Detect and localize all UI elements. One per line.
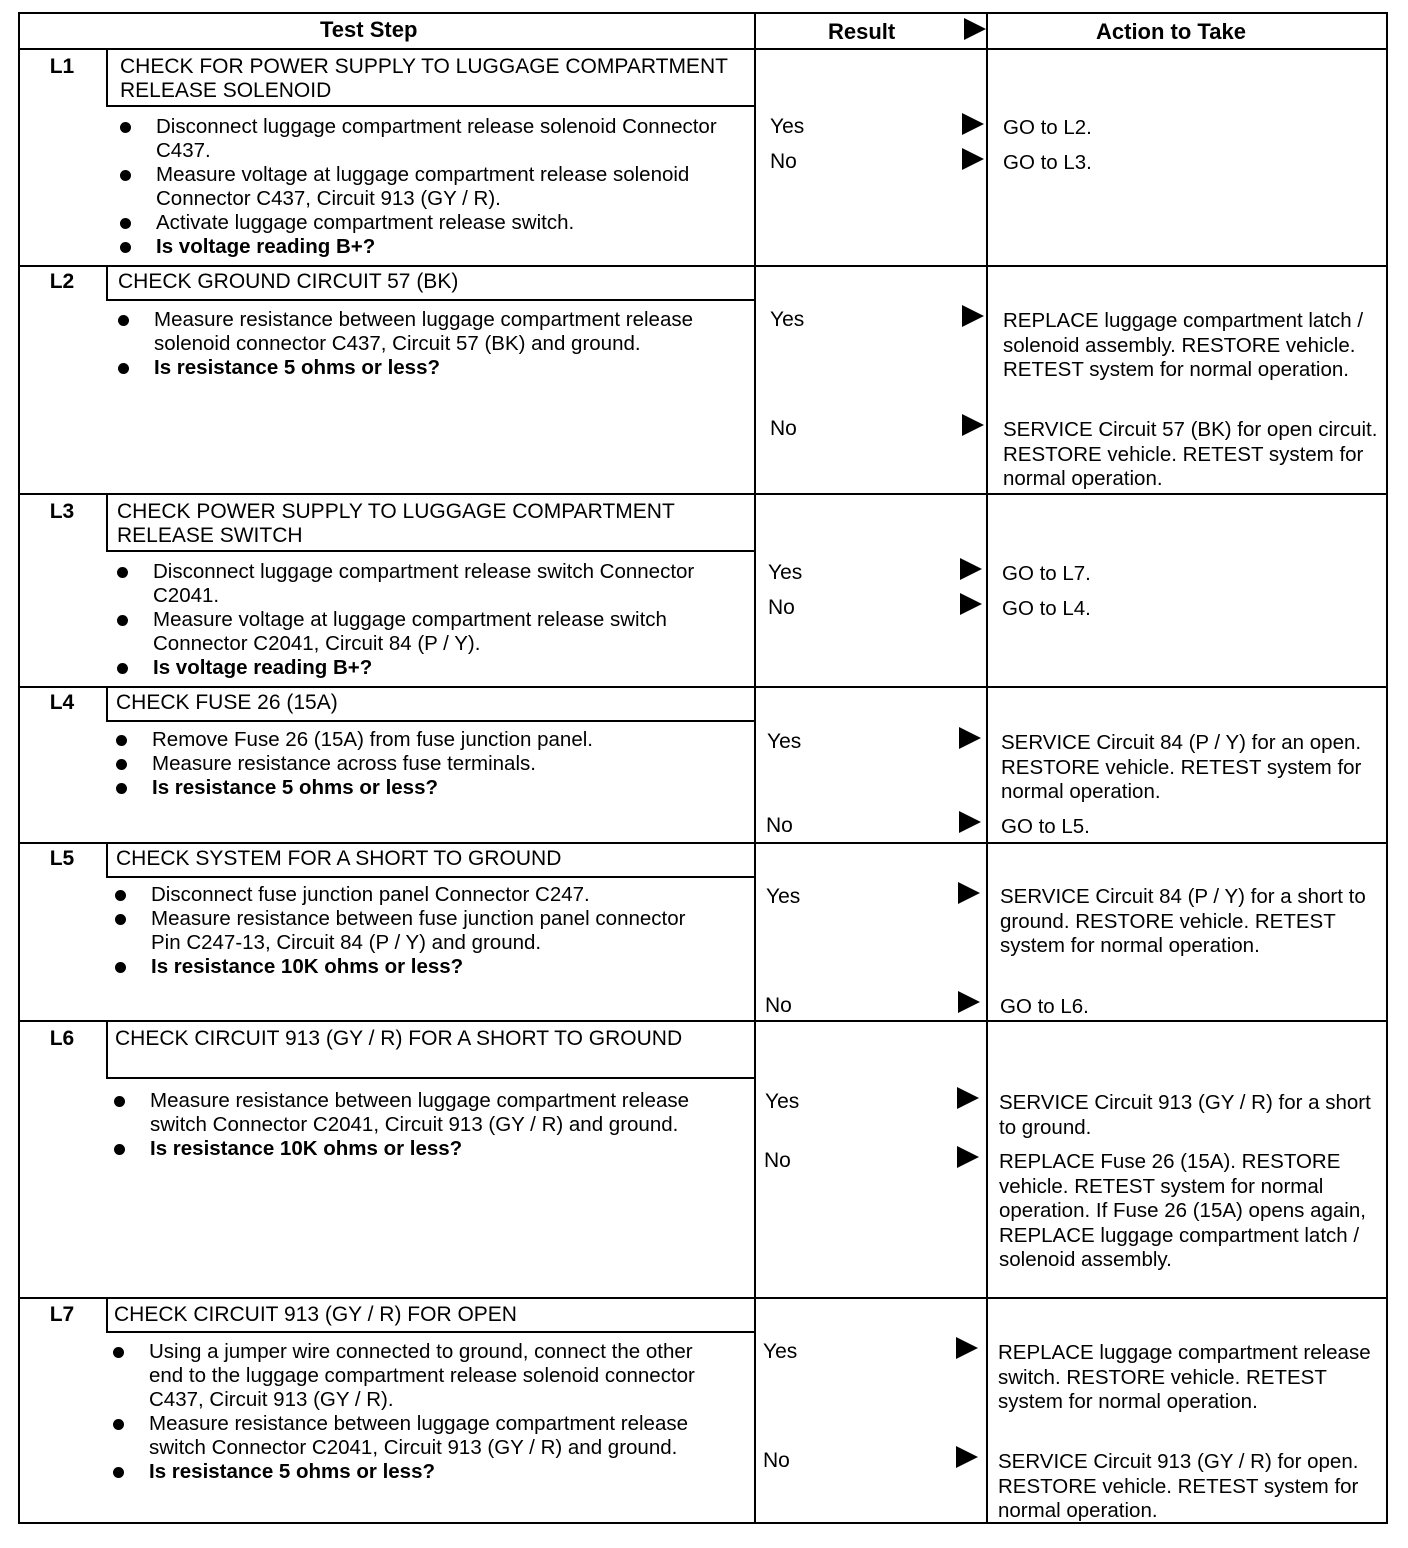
result-no: No: [765, 994, 792, 1017]
step-title: CHECK GROUND CIRCUIT 57 (BK): [118, 270, 459, 293]
header-arrow-icon: [964, 18, 986, 40]
result-no: No: [768, 596, 795, 619]
step-bullets: [115, 883, 715, 979]
header-result: Result: [828, 19, 896, 44]
title-underline: [106, 876, 754, 878]
result-yes: Yes: [767, 730, 802, 753]
arrow-icon: [959, 811, 981, 833]
bullet: Measure resistance between fuse junction panel connector Pin C247-13, Circuit 84 (P / Y) and ground.: [115, 907, 715, 955]
title-underline: [106, 550, 754, 552]
row-divider: [18, 265, 1388, 267]
bullet: Remove Fuse 26 (15A) from fuse junction panel.: [116, 728, 716, 752]
action-yes: GO to L7.: [1002, 562, 1091, 585]
id-divider: [106, 1297, 108, 1331]
title-underline: [106, 105, 754, 107]
arrow-icon: [962, 305, 984, 327]
row-divider: [18, 842, 1388, 844]
bullet-question: Is resistance 10K ohms or less?: [115, 955, 715, 979]
step-bullets: [114, 1089, 714, 1161]
title-underline: [106, 1077, 754, 1079]
header-action: Action to Take: [1096, 19, 1246, 44]
action-no: SERVICE Circuit 57 (BK) for open circuit. RESTORE vehicle. RETEST system for normal operation.: [1003, 418, 1378, 490]
arrow-icon: [962, 113, 984, 135]
action-no: REPLACE Fuse 26 (15A). RESTORE vehicle. RETEST system for normal operation. If Fuse 26 (15A) opens again, REPLACE luggage compartment latch / solenoid assembly.: [999, 1150, 1366, 1271]
bullet: Using a jumper wire connected to ground, connect the other end to the luggage compartment release solenoid connector C437, Circuit 913 (GY / R).: [113, 1340, 713, 1412]
result-no: No: [763, 1449, 790, 1472]
bullet: Disconnect luggage compartment release switch Connector C2041.: [117, 560, 717, 608]
bullet: Measure voltage at luggage compartment release switch Connector C2041, Circuit 84 (P / Y).: [117, 608, 717, 656]
row-divider: [18, 493, 1388, 495]
arrow-icon: [959, 727, 981, 749]
action-yes: SERVICE Circuit 84 (P / Y) for a short to ground. RESTORE vehicle. RETEST system for normal operation.: [1000, 885, 1366, 957]
action-no: SERVICE Circuit 913 (GY / R) for open. RESTORE vehicle. RETEST system for normal operation.: [998, 1450, 1359, 1522]
action-yes: SERVICE Circuit 913 (GY / R) for a short to ground.: [999, 1091, 1371, 1139]
step-id: L4: [49, 691, 75, 714]
bullet-question: Is resistance 5 ohms or less?: [113, 1460, 713, 1484]
step-title: CHECK FUSE 26 (15A): [116, 691, 338, 714]
title-underline: [106, 1331, 754, 1333]
arrow-icon: [956, 1446, 978, 1468]
result-yes: Yes: [766, 885, 801, 908]
result-no: No: [764, 1149, 791, 1172]
arrow-icon: [956, 1337, 978, 1359]
action-yes: REPLACE luggage compartment latch / solenoid assembly. RESTORE vehicle. RETEST system for normal operation.: [1003, 309, 1364, 381]
bullet: Measure resistance across fuse terminals.: [116, 752, 716, 776]
bullet-question: Is resistance 5 ohms or less?: [118, 356, 718, 380]
result-no: No: [770, 417, 797, 440]
step-id: L5: [49, 847, 75, 870]
result-no: No: [766, 814, 793, 837]
step-bullets: [118, 308, 718, 380]
row-divider: [18, 686, 1388, 688]
result-yes: Yes: [763, 1340, 798, 1363]
id-divider: [106, 842, 108, 876]
step-id: L3: [49, 500, 75, 523]
step-title: CHECK POWER SUPPLY TO LUGGAGE COMPARTMENT RELEASE SWITCH: [117, 500, 675, 547]
title-underline: [106, 299, 754, 301]
arrow-icon: [958, 882, 980, 904]
action-no: GO to L5.: [1001, 815, 1090, 838]
step-bullets: [116, 728, 716, 800]
step-bullets: [113, 1340, 713, 1484]
id-divider: [106, 48, 108, 105]
title-underline: [106, 720, 754, 722]
row-divider: [18, 1020, 1388, 1022]
header-test-step: Test Step: [320, 17, 418, 42]
arrow-icon: [962, 414, 984, 436]
action-no: GO to L4.: [1002, 597, 1091, 620]
step-title: CHECK CIRCUIT 913 (GY / R) FOR A SHORT TO GROUND: [115, 1027, 683, 1050]
action-yes: REPLACE luggage compartment release switch. RESTORE vehicle. RETEST system for normal operation.: [998, 1341, 1371, 1413]
bullet: Disconnect fuse junction panel Connector C247.: [115, 883, 715, 907]
step-id: L7: [49, 1303, 75, 1326]
bullet: Measure resistance between luggage compartment release solenoid connector C437, Circuit 57 (BK) and ground.: [118, 308, 718, 356]
id-divider: [106, 1020, 108, 1077]
bullet: Measure resistance between luggage compartment release switch Connector C2041, Circuit 913 (GY / R) and ground.: [113, 1412, 713, 1460]
step-bullets: [117, 560, 717, 680]
id-divider: [106, 265, 108, 299]
step-title: CHECK FOR POWER SUPPLY TO LUGGAGE COMPARTMENT RELEASE SOLENOID: [120, 55, 728, 102]
bullet: Measure resistance between luggage compartment release switch Connector C2041, Circuit 913 (GY / R) and ground.: [114, 1089, 714, 1137]
bullet-question: Is voltage reading B+?: [117, 656, 717, 680]
step-title: CHECK SYSTEM FOR A SHORT TO GROUND: [116, 847, 562, 870]
bullet-question: Is resistance 5 ohms or less?: [116, 776, 716, 800]
arrow-icon: [958, 991, 980, 1013]
result-yes: Yes: [765, 1090, 800, 1113]
arrow-icon: [960, 558, 982, 580]
arrow-icon: [957, 1087, 979, 1109]
step-id: L6: [49, 1027, 75, 1050]
id-divider: [106, 493, 108, 550]
step-id: L2: [49, 270, 75, 293]
bullet-question: Is resistance 10K ohms or less?: [114, 1137, 714, 1161]
bullet-question: Is voltage reading B+?: [120, 235, 720, 259]
row-divider: [18, 1297, 1388, 1299]
bullet: Activate luggage compartment release switch.: [120, 211, 720, 235]
step-title: CHECK CIRCUIT 913 (GY / R) FOR OPEN: [114, 1303, 517, 1326]
header-divider: [18, 48, 1388, 50]
action-no: GO to L3.: [1003, 151, 1092, 174]
result-yes: Yes: [768, 561, 803, 584]
bullet: Measure voltage at luggage compartment release solenoid Connector C437, Circuit 913 (GY / R).: [120, 163, 720, 211]
action-yes: SERVICE Circuit 84 (P / Y) for an open. RESTORE vehicle. RETEST system for normal operation.: [1001, 731, 1362, 803]
arrow-icon: [960, 593, 982, 615]
arrow-icon: [957, 1146, 979, 1168]
result-yes: Yes: [770, 115, 805, 138]
action-yes: GO to L2.: [1003, 116, 1092, 139]
action-no: GO to L6.: [1000, 995, 1089, 1018]
bullet: Disconnect luggage compartment release solenoid Connector C437.: [120, 115, 720, 163]
step-id: L1: [49, 55, 75, 78]
result-no: No: [770, 150, 797, 173]
result-yes: Yes: [770, 308, 805, 331]
arrow-icon: [962, 148, 984, 170]
step-bullets: [120, 115, 720, 259]
id-divider: [106, 686, 108, 720]
